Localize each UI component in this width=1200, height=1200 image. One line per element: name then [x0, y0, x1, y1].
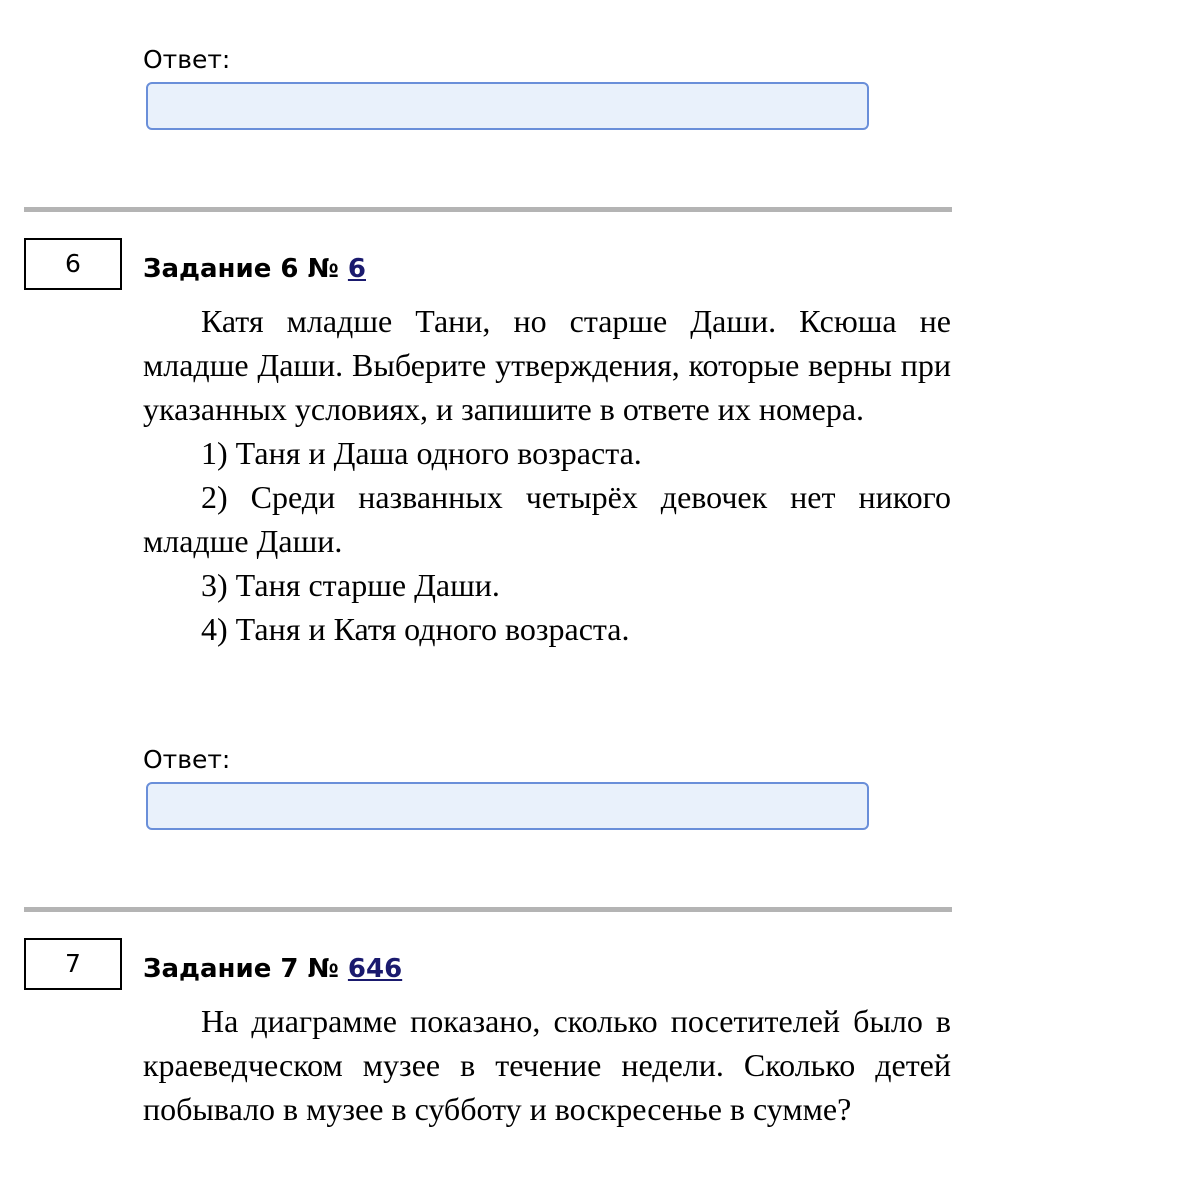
task-title-6: [143, 253, 366, 285]
task-body-6: [143, 299, 951, 651]
task-body-7: [143, 999, 951, 1131]
answer-input-task5[interactable]: [146, 82, 869, 130]
task-number-box-6: 6: [24, 238, 122, 290]
task-link-7[interactable]: 646: [347, 954, 403, 984]
answer-input-task6[interactable]: [146, 782, 869, 830]
task-condition: На диаграмме показано, сколько посетителей было в краеведческом музее в течение недели. Сколько детей побывало в музее в субботу и воскресенье в сумме?: [143, 1003, 951, 1127]
option-1: 1) Таня и Даша одного возраста.: [201, 435, 642, 471]
task-link-6[interactable]: 6: [347, 254, 366, 284]
task-separator: [24, 907, 952, 912]
option-3: 3) Таня старше Даши.: [201, 567, 500, 603]
answer-label-task6: Ответ:: [143, 745, 231, 774]
option-4: 4) Таня и Катя одного возраста.: [201, 611, 630, 647]
task-condition: Катя младше Тани, но старше Даши. Ксюша не младше Даши. Выберите утверждения, которые верны при указанных условиях, и запишите в ответе их номера.: [143, 303, 951, 427]
task-title-prefix: Задание 7 №: [143, 954, 348, 984]
answer-label-task5: Ответ:: [143, 45, 231, 74]
task-title-7: [143, 953, 402, 985]
task-title-prefix: Задание 6 №: [143, 254, 348, 284]
option-2: 2) Среди названных четырёх девочек нет никого младше Даши.: [143, 479, 951, 559]
task-separator: [24, 207, 952, 212]
task-number-box-7: 7: [24, 938, 122, 990]
